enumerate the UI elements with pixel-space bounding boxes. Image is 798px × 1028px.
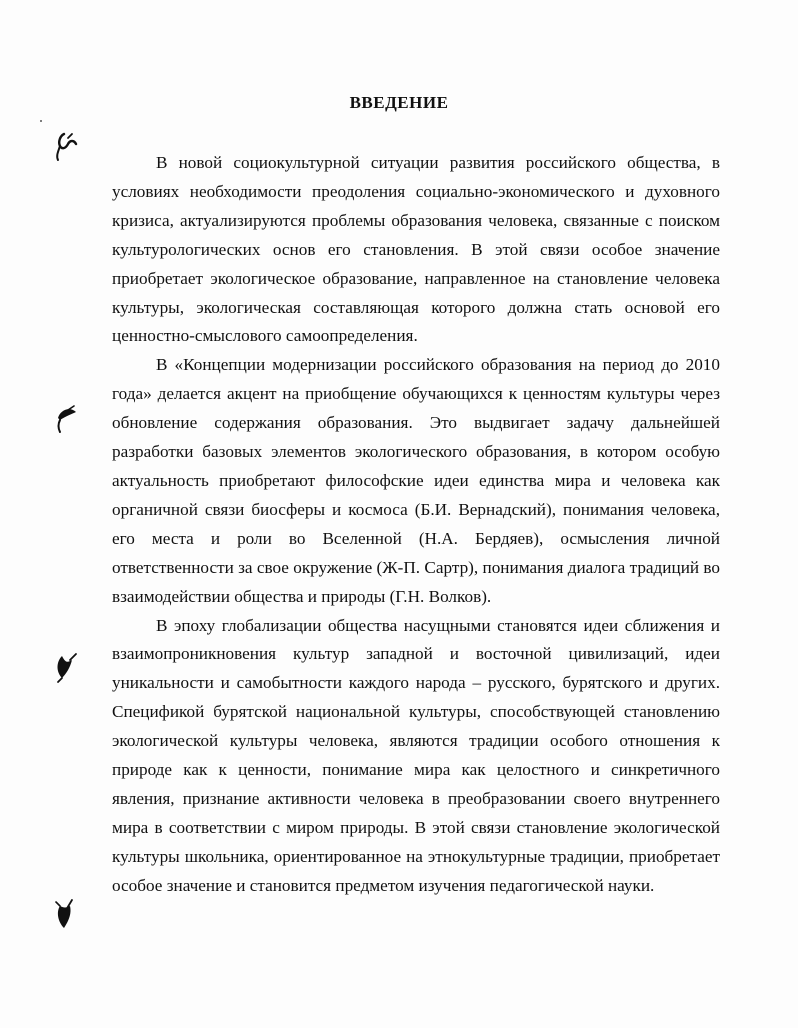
margin-ink-mark (48, 128, 82, 164)
scan-speck (40, 120, 42, 122)
margin-ink-mark (48, 398, 82, 434)
margin-ink-mark (48, 648, 82, 684)
paragraph: В «Концепции модернизации российского образования на период до 2010 года» делается акцент на приобщение обучающихся к ценностям культуры через обновление содержания образования. Это выдвигает задачу дальнейшей разработки базовых элементов экологического образования, в котором особую актуальность приобретают философские идеи единства мира и человека как органичной связи биосферы и космоса (Б.И. Вернадский), понимания человека, его места и роли во Вселенной (Н.А. Бердяев), осмысления личной ответственности за свое окружение (Ж-П. Сартр), понимания диалога традиций во взаимодействии общества и природы (Г.Н. Волков). (112, 355, 720, 606)
paragraph: В эпоху глобализации общества насущными становятся идеи сближения и взаимопроникновения культур западной и восточной цивилизаций, идеи уникальности и самобытности каждого народа – русского, бурятского и других. Спецификой бурятской национальной культуры, способствующей становлению экологической культуры человека, являются традиции особого отношения к природе как к ценности, понимание мира как целостного и синкретичного явления, признание активности человека в преобразовании своего внутреннего мира в соответствии с миром природы. В этой связи становление экологической культуры школьника, ориентированное на этнокультурные традиции, приобретает особое значение и становится предметом изучения педагогической науки. (112, 615, 720, 895)
margin-ink-mark (48, 896, 82, 932)
paragraph: В новой социокультурной ситуации развития российского общества, в условиях необходимости преодоления социально-экономического и духовного кризиса, актуализируются проблемы образования человека, связанные с поиском культурологических основ его становления. В этой связи особое значение приобретает экологическое образование, направленное на становление человека культуры, экологическая составляющая которого должна стать основой его ценностно-смыслового самоопределения. (112, 153, 720, 346)
body-text (112, 149, 720, 901)
page-title: ВВЕДЕНИЕ (349, 93, 449, 112)
